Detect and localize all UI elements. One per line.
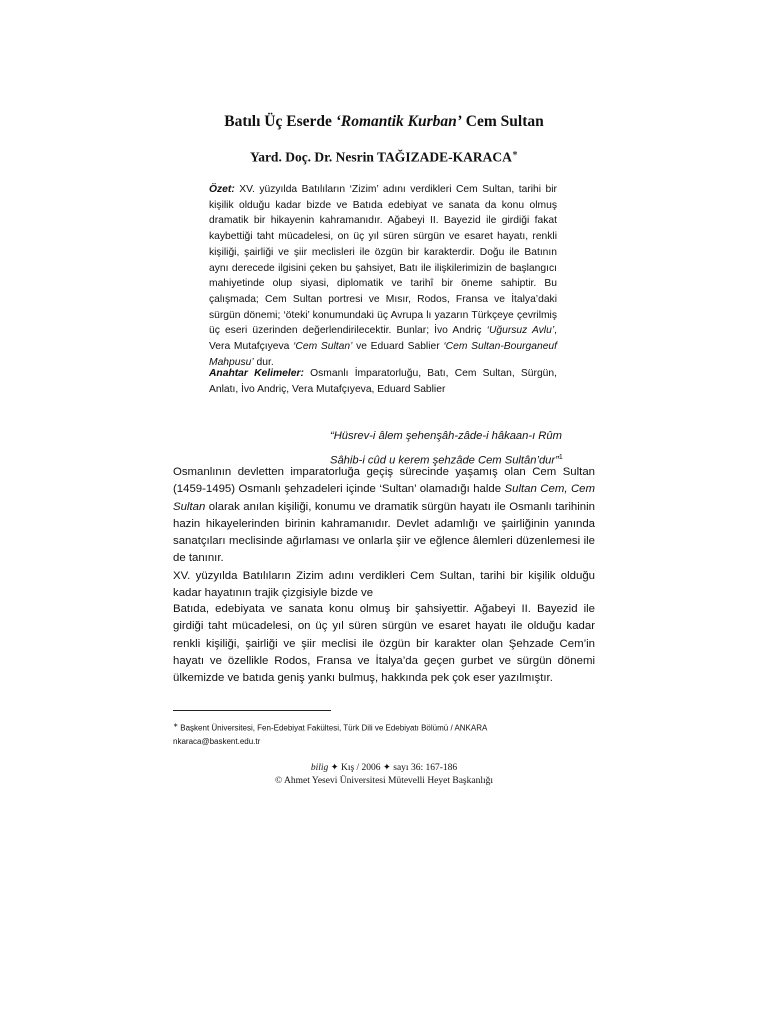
keywords-text: Osmanlı İmparatorluğu, Batı, Cem Sultan, Sürgün, Anlatı, İvo Andriç, Vera Mutafçıyeva, Eduard Sablier bbox=[209, 368, 557, 395]
abstract-work-3: ‘Cem Sultan-Bourganeuf Mahpusu’ bbox=[209, 341, 558, 368]
body-paragraph-2: XV. yüzyılda Batılıların Zizim adını verdikleri Cem Sultan, tarihi bir kişilik olduğu kadar hayatının trajik çizgisiyle bizde ve bbox=[173, 570, 595, 600]
footnote bbox=[173, 720, 563, 748]
abstract-label: Özet: bbox=[209, 184, 235, 195]
article-title: Batılı Üç Eserde ‘Romantik Kurban’ Cem Sultan bbox=[224, 113, 544, 130]
journal-issue-line: bilig ✦ Kış / 2006 ✦ sayı 36: 167-186 bbox=[310, 763, 458, 773]
author-footnote-mark: ∗ bbox=[511, 148, 519, 158]
abstract-text: XV. yüzyılda Batılıların ‘Zizim’ adını verdikleri Cem Sultan, tarihi bir kişilik olduğu kadar bizde ve Batıda edebiyat ve sanata da konu olmuş dramatik bir hikayenin kahramanıdır. Ağabeyi II. Bayezid ile girdiği fakat kaybettiği taht mücadelesi, on üç yıl süren sürgün ve esaret hayatı, renkli kişiliği, şairliği ve şiir meclisleri ile özgün bir karakterdir. Doğu ile Batının aynı derecede ilgisini çeken bu şahsiyet, Batı ile ilişkilerimizin de başlangıcı mahiyetinde olup siyasi, diplomatik ve tarihî bir öneme sahiptir. Bu çalışmada; Cem Sultan portresi ve Mısır, Rodos, Fransa ve İtalya’daki sürgün dönemi; ‘öteki’ konumundaki üç Avrupa lı yazarın Türkçeye çevrilmiş üç eseri üzerinden değerlendirilecektir. Bunlar; İvo Andriç bbox=[209, 184, 557, 337]
keywords-label: Anahtar Kelimeler: bbox=[209, 368, 304, 379]
journal-name: bilig bbox=[310, 763, 329, 773]
epigraph-line-1: “Hüsrev-i âlem şehenşâh-zâde-i hâkaan-ı Rûm bbox=[330, 430, 562, 442]
abstract-work-1: ‘Uğursuz Avlu’ bbox=[486, 325, 555, 337]
author-name: Yard. Doç. Dr. Nesrin TAĞIZADE-KARACA bbox=[249, 149, 512, 165]
author-line bbox=[0, 148, 768, 166]
epigraph-line-2: Sâhib-i cûd u kerem şehzâde Cem Sultân’dur”$^1$ bbox=[330, 454, 563, 467]
footnote-email: nkaraca@baskent.edu.tr bbox=[173, 736, 261, 746]
body-paragraph-3: Batıda, edebiyata ve sanata konu olmuş bir şahsiyettir. Ağabeyi II. Bayezid ile girdiği taht mücadelesi, on üç yıl süren sürgün ve esaret hayatı ile olduğu kadar renkli kişiliği, şairliği ve şiir meclisi ile özgün bir karakter olan Şehzade Cem’in hayatı ve özellikle Rodos, Fransa ve İtalya’da geçen gurbet ve sürgün dönemi ülkemizde ve batıda geniş yankı bulmuş, hakkında pek çok eser yazılmıştır. bbox=[173, 603, 595, 685]
article-title-italic: ‘Romantik Kurban’ bbox=[335, 113, 462, 130]
keywords bbox=[209, 366, 557, 397]
abstract: Özet: XV. yüzyılda Batılıların ‘Zizim’ adını verdikleri Cem Sultan, tarihi bir kişilik olduğu kadar bizde ve Batıda edebiyat ve sanata da konu olmuş dramatik bir hikayenin kahramanıdır. Ağabeyi II. Bayezid ile girdiği fakat kaybettiği taht mücadelesi, on üç yıl süren sürgün ve esaret hayatı, renkli kişiliği, şairliği ve şiir meclisleri ile özgün bir karakterdir. Doğu ile Batının aynı derecede ilgisini çeken bu şahsiyet, Batı ile ilişkilerimizin de başlangıcı mahiyetinde olup siyasi, diplomatik ve tarihî bir öneme sahiptir. Bu çalışmada; Cem Sultan portresi ve Mısır, Rodos, Fransa ve İtalya’daki sürgün dönemi; ‘öteki’ konumundaki üç Avrupa lı yazarın Türkçeye çevrilmiş üç eseri üzerinden değerlendirilecektir. Bunlar; İvo Andriç ‘Uğursuz Avlu’, Vera Mutafçıyeva ‘Cem Sultan’ ve Eduard Sablier ‘Cem Sultan-Bourganeuf Mahpusu’ dur. bbox=[209, 184, 558, 368]
epigraph-note-mark: 1 bbox=[558, 454, 563, 461]
footnote-affiliation: ∗ Başkent Üniversitesi, Fen-Edebiyat Fakültesi, Türk Dili ve Edebiyatı Bölümü / ANKARA bbox=[173, 723, 488, 733]
journal-info bbox=[0, 762, 768, 788]
footnote-divider bbox=[173, 710, 331, 711]
abstract-work-2: ‘Cem Sultan’ bbox=[293, 341, 353, 353]
journal-copyright: © Ahmet Yesevi Üniversitesi Mütevelli Heyet Başkanlığı bbox=[274, 776, 494, 786]
body-italic-name: Sultan Cem, Cem Sultan bbox=[173, 483, 596, 513]
body-paragraph-1: Osmanlının devletten imparatorluğa geçiş sürecinde yaşamış olan Cem Sultan (1459-1495) Osmanlı şehzadeleri içinde ‘Sultan’ olamadığı halde Sultan Cem, Cem Sultan olarak anılan kişiliği, konumu ve dramatik sürgün hayatı ile Osmanlı tarihinin hazin hikayelerinden birinin kahramanıdır. Devlet adamlığı ve şairliğinin yanında sanatçıları meclisinde ağırlaması ve onlarla şiir ve eğlence âlemleri düzenlemesi ile de tanınır. bbox=[173, 466, 596, 565]
